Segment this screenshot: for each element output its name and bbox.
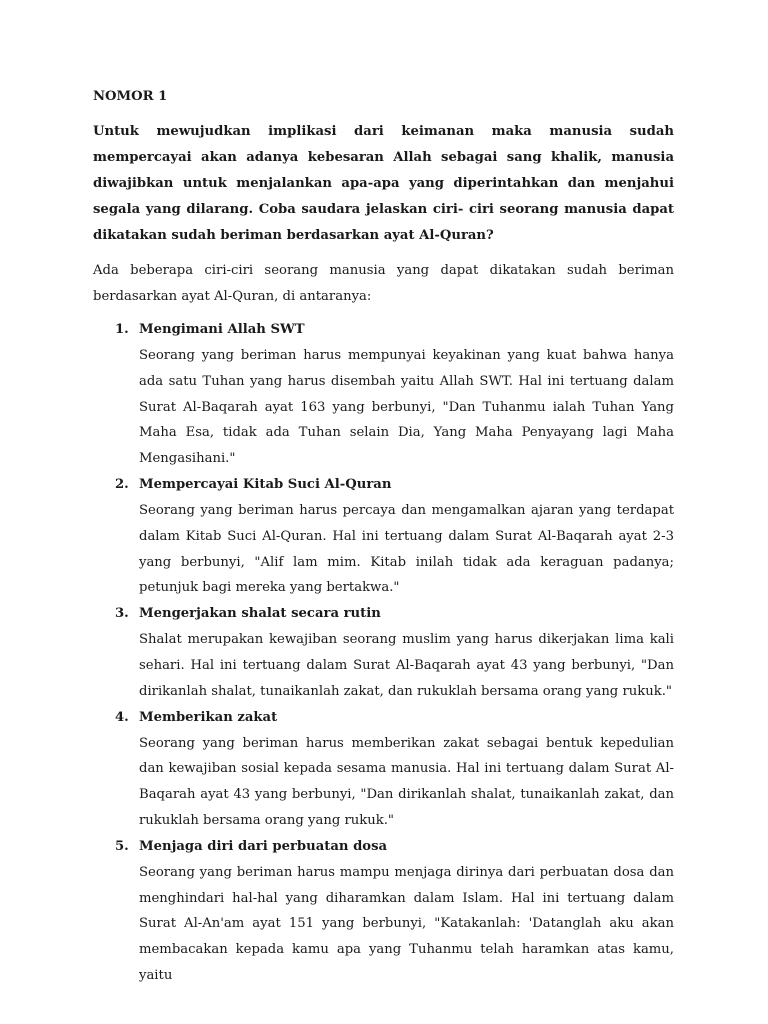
list-item-title: Mengimani Allah SWT xyxy=(139,322,305,337)
list-item-body: Shalat merupakan kewajiban seorang muslim yang harus dikerjakan lima kali sehari. Hal ini tertuang dalam Surat Al-Baqarah ayat 43 yang berbunyi, "Dan dirikanlah shalat, tunaikanlah zakat, dan rukuklah bersama orang yang rukuk." xyxy=(139,632,674,699)
list-item-body: Seorang yang beriman harus mampu menjaga dirinya dari perbuatan dosa dan menghindari hal-hal yang diharamkan dalam Islam. Hal ini tertuang dalam Surat Al-An'am ayat 151 yang berbunyi, "Katakanlah: 'Datanglah aku akan membacakan kepada kamu apa yang Tuhanmu telah haramkan atas kamu, yaitu xyxy=(139,864,674,983)
list-item-number: 3. xyxy=(115,606,129,622)
list-item xyxy=(93,601,674,704)
list-item-body: Seorang yang beriman harus memberikan zakat sebagai bentuk kepedulian dan kewajiban sosial kepada sesama manusia. Hal ini tertuang dalam Surat Al-Baqarah ayat 43 yang berbunyi, "Dan dirikanlah shalat, tunaikanlah zakat, dan rukuklah bersama orang yang rukuk." xyxy=(139,735,674,828)
list-item-number: 4. xyxy=(115,709,129,725)
document-heading: NOMOR 1 xyxy=(93,89,168,104)
numbered-list xyxy=(93,317,674,989)
list-item-title: Menjaga diri dari perbuatan dosa xyxy=(139,838,388,854)
list-item-number: 2. xyxy=(115,476,129,492)
intro-paragraph: Ada beberapa ciri-ciri seorang manusia yang dapat dikatakan sudah beriman berdasarkan ayat Al-Quran, di antaranya: xyxy=(93,263,674,304)
list-item-body: Seorang yang beriman harus mempunyai keyakinan yang kuat bahwa hanya ada satu Tuhan yang harus disembah yaitu Allah SWT. Hal ini tertuang dalam Surat Al-Baqarah ayat 163 yang berbunyi, "Dan Tuhanmu ialah Tuhan Yang Maha Esa, tidak ada Tuhan selain Dia, Yang Maha Penyayang lagi Maha Mengasihani." xyxy=(139,348,674,467)
list-item-title: Mempercayai Kitab Suci Al-Quran xyxy=(139,476,392,492)
list-item-number: 1. xyxy=(115,322,129,337)
list-item xyxy=(93,834,674,989)
list-item-number: 5. xyxy=(115,838,129,854)
question-paragraph: Untuk mewujudkan implikasi dari keimanan maka manusia sudah mempercayai akan adanya kebesaran Allah sebagai sang khalik, manusia diwajibkan untuk menjalankan apa-apa yang diperintahkan dan menjahui segala yang dilarang. Coba saudara jelaskan ciri- ciri seorang manusia dapat dikatakan sudah beriman berdasarkan ayat Al-Quran? xyxy=(93,124,674,243)
list-item xyxy=(93,705,674,834)
list-item-title: Mengerjakan shalat secara rutin xyxy=(139,606,381,622)
list-item xyxy=(93,472,674,601)
list-item xyxy=(93,317,674,472)
list-item-body: Seorang yang beriman harus percaya dan mengamalkan ajaran yang terdapat dalam Kitab Suci Al-Quran. Hal ini tertuang dalam Surat Al-Baqarah ayat 2-3 yang berbunyi, "Alif lam mim. Kitab inilah tidak ada keraguan padanya; petunjuk bagi mereka yang bertakwa." xyxy=(139,502,674,596)
list-item-title: Memberikan zakat xyxy=(139,709,278,725)
document-page xyxy=(93,84,674,989)
